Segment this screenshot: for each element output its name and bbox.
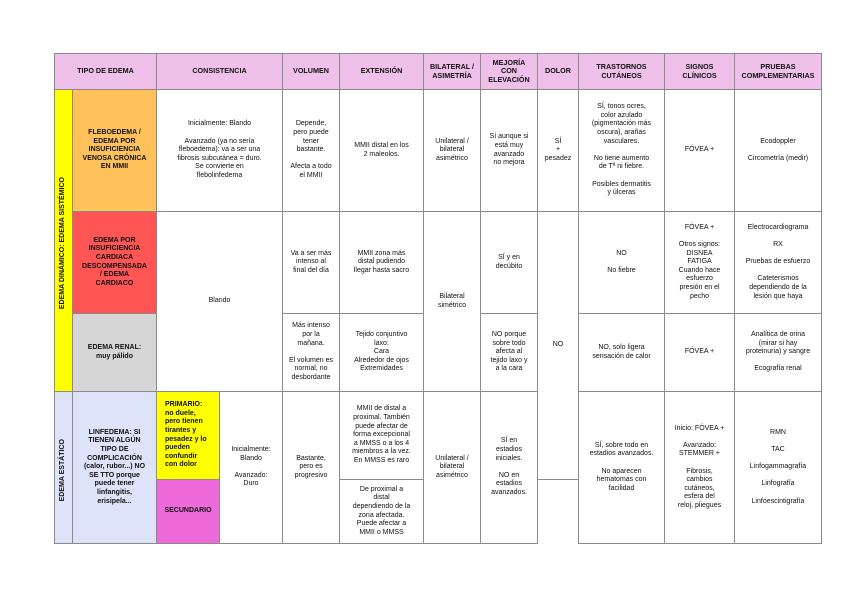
pruebas-linfedema: RMN TAC Linfogammagrafía Linfografía Linfoescintigrafía xyxy=(735,392,822,544)
row-fleboedema xyxy=(55,90,822,212)
volumen-renal: Más intenso por la mañana. El volumen es normal, no desbordante xyxy=(283,314,340,392)
mejoria-fleboedema: Sí aunque si está muy avanzado no mejora xyxy=(481,90,538,212)
header-pruebas: PRUEBAS COMPLEMENTARIAS xyxy=(735,54,822,90)
trastornos-renal: NO, solo ligera sensación de calor xyxy=(579,314,665,392)
bilateral-simetrico: Bilateral simétrico xyxy=(424,212,481,392)
extension-cardiaco: MMII zona más distal pudiendo llegar hasta sacro xyxy=(340,212,424,314)
consistencia-blando: Blando xyxy=(157,212,283,392)
bilateral-linfedema: Unilateral / bilateral asimétrico xyxy=(424,392,481,544)
dolor-no: NO xyxy=(538,212,579,480)
signos-linfedema: Inicio: FÓVEA + Avanzado: STEMMER + Fibrosis, cambios cutáneos, esfera del reloj, pliegues xyxy=(665,392,735,544)
edema-table xyxy=(54,53,822,544)
header-bilateral: BILATERAL / ASIMETRÍA xyxy=(424,54,481,90)
extension-linfedema-secundario: De proximal a distal dependiendo de la zona afectada. Puede afectar a MMII o MMSS xyxy=(340,480,424,544)
mejoria-cardiaco: SÍ y en decúbito xyxy=(481,212,538,314)
dolor-fleboedema: SÍ + pesadez xyxy=(538,90,579,212)
category-estatico-label: EDEMA ESTÁTICO xyxy=(59,438,67,502)
tipo-renal: EDEMA RENAL: muy pálido xyxy=(73,314,157,392)
mejoria-linfedema: SÍ en estadios iniciales. NO en estadios avanzados. xyxy=(481,392,538,544)
header-dolor: DOLOR xyxy=(538,54,579,90)
header-trastornos: TRASTORNOS CUTÁNEOS xyxy=(579,54,665,90)
category-dinamico-label: EDEMA DINÁMICO: EDEMA SISTÉMICO xyxy=(59,176,67,310)
pruebas-renal: Analítica de orina (mirar si hay proteinuria) y sangre Ecografía renal xyxy=(735,314,822,392)
extension-linfedema-primario: MMII de distal a proximal. También puede afectar de forma excepcional a MMSS o a los 4 miembros a la vez. En MMSS es raro xyxy=(340,392,424,480)
category-dinamico xyxy=(55,90,73,392)
volumen-linfedema: Bastante, pero es progresivo xyxy=(283,392,340,544)
header-row xyxy=(55,54,822,90)
header-tipo: TIPO DE EDEMA xyxy=(55,54,157,90)
volumen-fleboedema: Depende, pero puede tener bastante. Afecta a todo el MMII xyxy=(283,90,340,212)
bilateral-fleboedema: Unilateral / bilateral asimétrico xyxy=(424,90,481,212)
mejoria-renal: NO porque sobre todo afecta al tejido laxo y a la cara xyxy=(481,314,538,392)
volumen-cardiaco: Va a ser más intenso al final del día xyxy=(283,212,340,314)
extension-renal: Tejido conjuntivo laxo: Cara Alrededor de ojos Extremidades xyxy=(340,314,424,392)
trastornos-cardiaco: NO No fiebre xyxy=(579,212,665,314)
consistencia-linfedema: Inicialmente: Blando Avanzado: Duro xyxy=(220,392,283,544)
pruebas-cardiaco: Electrocardiograma RX Pruebas de esfuerzo Cateterismos dependiendo de la lesión que haya xyxy=(735,212,822,314)
category-estatico xyxy=(55,392,73,544)
linfedema-secundario: SECUNDARIO xyxy=(157,480,220,544)
pruebas-fleboedema: Ecodoppler Circometría (medir) xyxy=(735,90,822,212)
signos-renal: FÓVEA + xyxy=(665,314,735,392)
linfedema-primario: PRIMARIO: no duele, pero tienen tirantes y pesadez y lo pueden confundir con dolor xyxy=(157,392,220,480)
header-volumen: VOLUMEN xyxy=(283,54,340,90)
signos-fleboedema: FÓVEA + xyxy=(665,90,735,212)
consistencia-fleboedema: Inicialmente: Blando Avanzado (ya no sería fleboedema): va a ser una fibrosis subcutánea = duro. Se convierte en flebolinfedema xyxy=(157,90,283,212)
tipo-cardiaco: EDEMA POR INSUFICIENCIA CARDIACA DESCOMPENSADA / EDEMA CARDIACO xyxy=(73,212,157,314)
tipo-linfedema: LINFEDEMA: SI TIENEN ALGÚN TIPO DE COMPLICACIÓN (calor, rubor...) NO SE TTO porque puede tener linfangitis, erisipela... xyxy=(73,392,157,544)
trastornos-linfedema: SÍ, sobre todo en estadios avanzados. No aparecen hematomas con facilidad xyxy=(579,392,665,544)
row-cardiaco xyxy=(55,212,822,314)
signos-cardiaco: FÓVEA + Otros signos: DISNEA FATIGA Cuando hace esfuerzo presión en el pecho xyxy=(665,212,735,314)
header-mejoria: MEJORÍA CON ELEVACIÓN xyxy=(481,54,538,90)
header-consistencia: CONSISTENCIA xyxy=(157,54,283,90)
extension-fleboedema: MMII distal en los 2 maleolos. xyxy=(340,90,424,212)
trastornos-fleboedema: SÍ, tonos ocres, color azulado (pigmentación más oscura), arañas vasculares. No tiene aumento de Tª ni fiebre. Posibles dermatitis y úlceras xyxy=(579,90,665,212)
row-linfedema xyxy=(55,392,822,480)
tipo-fleboedema: FLEBOEDEMA / EDEMA POR INSUFICIENCIA VENOSA CRÓNICA EN MMII xyxy=(73,90,157,212)
header-signos: SIGNOS CLÍNICOS xyxy=(665,54,735,90)
header-extension: EXTENSIÓN xyxy=(340,54,424,90)
